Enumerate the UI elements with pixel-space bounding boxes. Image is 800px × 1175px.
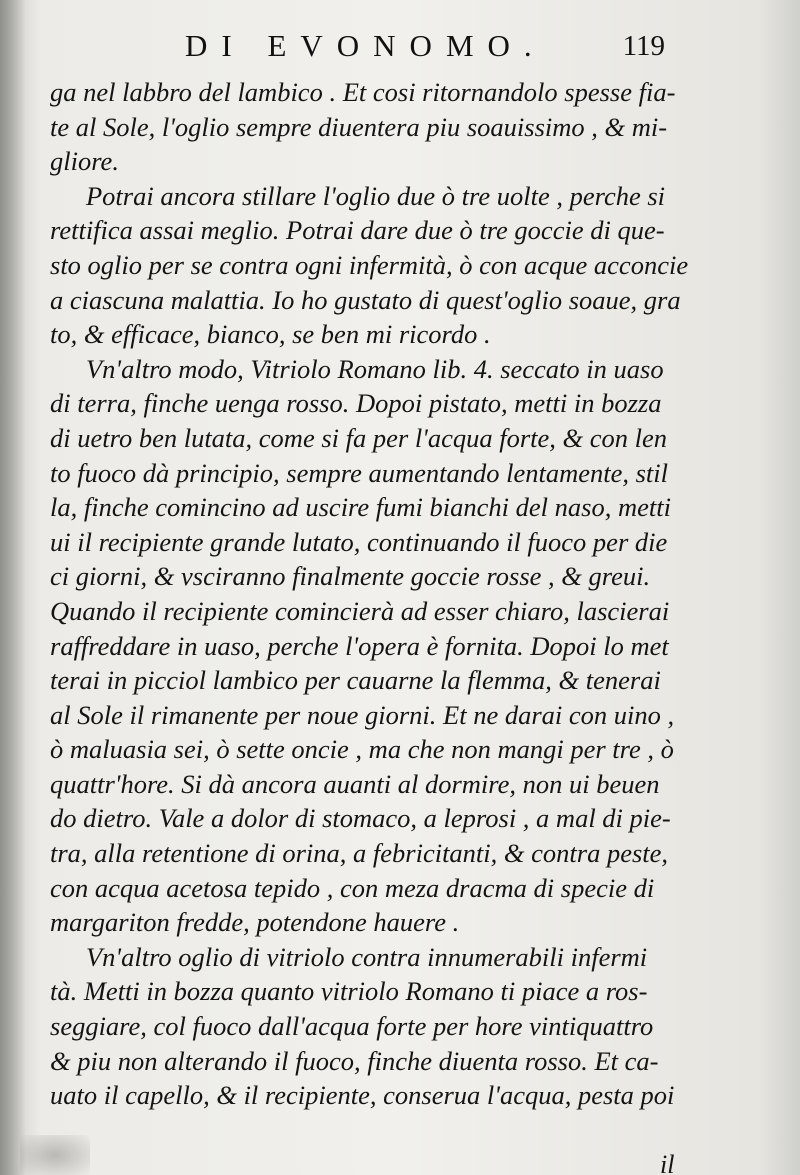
text-line: uato il capello, & il recipiente, conserua l'acqua, pesta poi bbox=[50, 1080, 675, 1111]
text-line: quattr'hore. Si dà ancora auanti al dormire, non ui beuen bbox=[50, 768, 660, 799]
text-line: di uetro ben lutata, come si fa per l'acqua forte, & con len bbox=[50, 422, 668, 453]
text-line: tà. Metti in bozza quanto vitriolo Romano ti piace a ros- bbox=[50, 976, 648, 1007]
paragraph-first-line: Potrai ancora stillare l'oglio due ò tre uolte , perche si bbox=[86, 180, 666, 211]
text-line: do dietro. Vale a dolor di stomaco, a leprosi , a mal di pie- bbox=[50, 803, 671, 834]
text-line: tra, alla retentione di orina, a febricitanti, & contra peste, bbox=[50, 838, 669, 869]
text-line: terai in picciol lambico per cauarne la flemma, & tenerai bbox=[50, 665, 661, 696]
text-line: & piu non alterando il fuoco, finche diuenta rosso. Et ca- bbox=[50, 1045, 659, 1076]
text-line: raffreddare in uaso, perche l'opera è fornita. Dopoi lo met bbox=[50, 630, 669, 661]
text-line: te al Sole, l'oglio sempre diuentera piu soauissimo , & mi- bbox=[50, 111, 668, 142]
text-line: to fuoco dà principio, sempre aumentando lentamente, stil bbox=[50, 457, 669, 488]
text-line: a ciascuna malattia. Io ho gustato di quest'oglio soaue, gra bbox=[50, 284, 681, 315]
text-line: seggiare, col fuoco dall'acqua forte per hore vintiquattro bbox=[50, 1011, 654, 1042]
text-line: gliore. bbox=[50, 146, 119, 177]
page-number: 119 bbox=[622, 30, 665, 62]
ink-smudge bbox=[20, 1135, 90, 1175]
paragraph-first-line: Vn'altro oglio di vitriolo contra innumerabili infermi bbox=[86, 941, 648, 972]
text-line: con acqua acetosa tepido , con meza dracma di specie di bbox=[50, 872, 655, 903]
text-line: rettifica assai meglio. Potrai dare due ò tre goccie di que- bbox=[50, 215, 665, 246]
text-line: di terra, finche uenga rosso. Dopoi pistato, metti in bozza bbox=[50, 388, 662, 419]
body-text bbox=[50, 75, 715, 1113]
text-line: ci giorni, & vsciranno finalmente goccie rosse , & greui. bbox=[50, 561, 651, 592]
text-line: sto oglio per se contra ogni infermità, ò con acque acconcie bbox=[50, 249, 689, 280]
running-title: DI EVONOMO. bbox=[185, 28, 546, 63]
text-line: la, finche comincino ad uscire fumi bianchi del naso, metti bbox=[50, 492, 671, 523]
text-line: to, & efficace, bianco, se ben mi ricordo . bbox=[50, 319, 491, 350]
text-line: margariton fredde, potendone hauere . bbox=[50, 907, 460, 938]
running-head bbox=[185, 28, 705, 68]
gutter-shadow bbox=[0, 0, 26, 1175]
text-line: Quando il recipiente comincierà ad esser chiaro, lascierai bbox=[50, 595, 670, 626]
text-line: ga nel labbro del lambico . Et cosi ritornandolo spesse fia- bbox=[50, 77, 676, 107]
text-line: ò maluasia sei, ò sette oncie , ma che non mangi per tre , ò bbox=[50, 734, 674, 765]
catchword: il bbox=[660, 1150, 675, 1175]
text-line: al Sole il rimanente per noue giorni. Et ne darai con uino , bbox=[50, 699, 675, 730]
paragraph-first-line: Vn'altro modo, Vitriolo Romano lib. 4. seccato in uaso bbox=[86, 353, 664, 384]
text-line: ui il recipiente grande lutato, continuando il fuoco per die bbox=[50, 526, 668, 557]
